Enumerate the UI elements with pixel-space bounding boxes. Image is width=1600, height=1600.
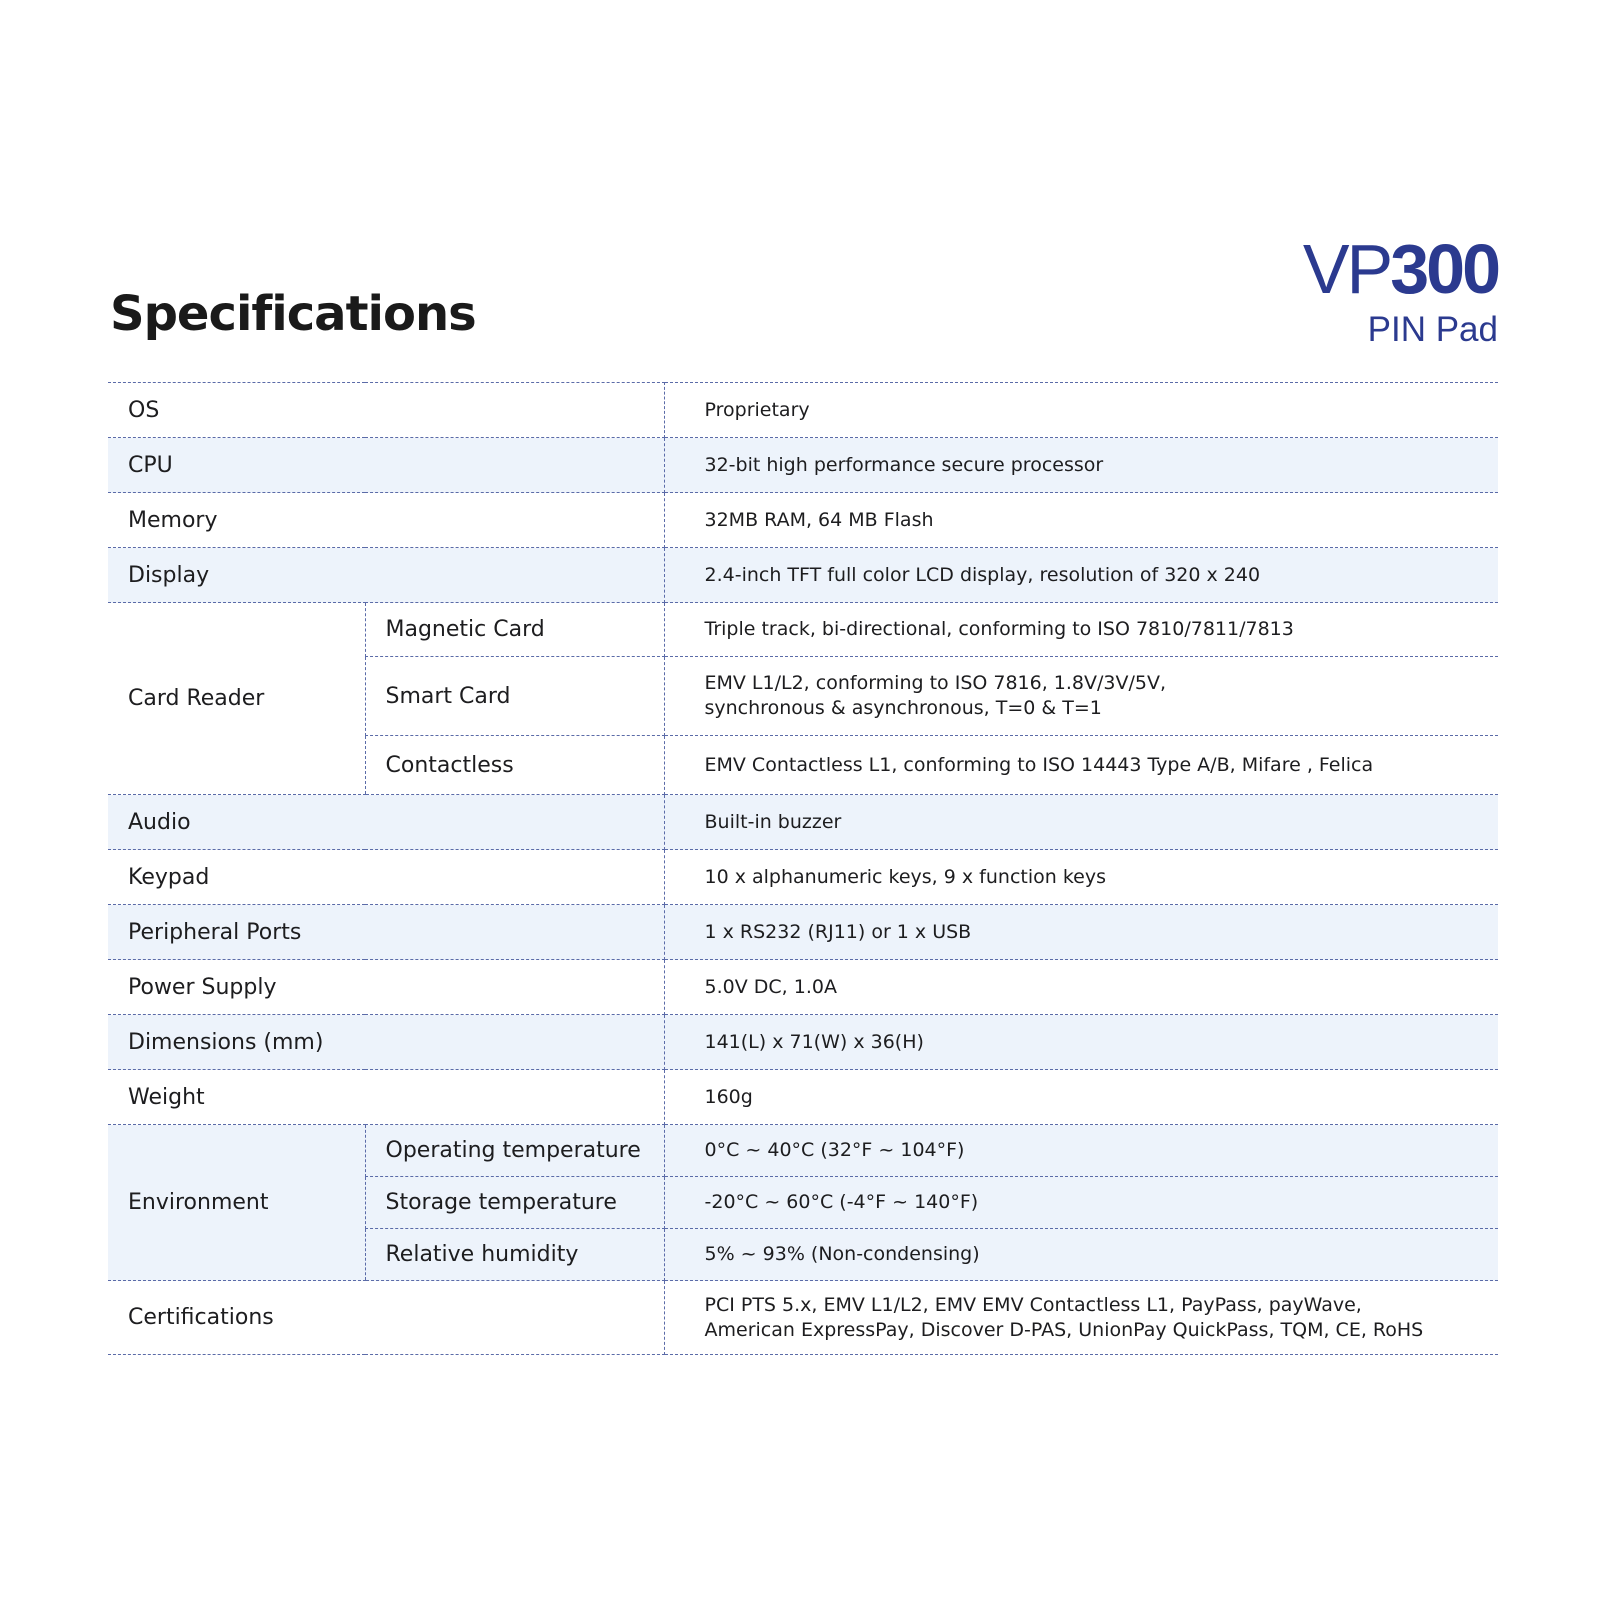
- spec-value: 10 x alphanumeric keys, 9 x function keys: [664, 850, 1498, 905]
- spec-value: 0°C ~ 40°C (32°F ~ 104°F): [664, 1125, 1498, 1177]
- spec-sublabel: Contactless: [365, 736, 664, 795]
- spec-label: Dimensions (mm): [108, 1015, 664, 1070]
- spec-row-peripheral-ports: [108, 905, 1498, 960]
- spec-row-display: [108, 548, 1498, 603]
- spec-row-audio: [108, 795, 1498, 850]
- spec-value-line: PCI PTS 5.x, EMV L1/L2, EMV EMV Contactless L1, PayPass, payWave,: [704, 1293, 1362, 1316]
- spec-value: Built-in buzzer: [664, 795, 1498, 850]
- spec-row-certifications: [108, 1281, 1498, 1355]
- spec-row-weight: [108, 1070, 1498, 1125]
- spec-label: Display: [108, 548, 664, 603]
- spec-row-dimensions: [108, 1015, 1498, 1070]
- spec-value-line: EMV L1/L2, conforming to ISO 7816, 1.8V/3V/5V,: [704, 672, 1167, 694]
- spec-value-line: American ExpressPay, Discover D-PAS, UnionPay QuickPass, TQM, CE, RoHS: [704, 1318, 1424, 1341]
- spec-value-multiline: [664, 1281, 1498, 1355]
- page-title: Specifications: [110, 286, 476, 342]
- spec-group-label: Card Reader: [108, 603, 365, 795]
- spec-row-power-supply: [108, 960, 1498, 1015]
- spec-row-memory: [108, 493, 1498, 548]
- spec-group-label: Environment: [108, 1125, 365, 1281]
- spec-value: 2.4-inch TFT full color LCD display, resolution of 320 x 240: [664, 548, 1498, 603]
- spec-value: EMV Contactless L1, conforming to ISO 14443 Type A/B, Mifare , Felica: [664, 736, 1498, 795]
- spec-value: Triple track, bi-directional, conforming to ISO 7810/7811/7813: [664, 603, 1498, 657]
- spec-sublabel: Magnetic Card: [365, 603, 664, 657]
- spec-label: Weight: [108, 1070, 664, 1125]
- product-model-prefix: VP: [1302, 230, 1391, 308]
- specifications-table: [108, 382, 1498, 1355]
- spec-label: CPU: [108, 438, 664, 493]
- spec-sublabel: Smart Card: [365, 657, 664, 736]
- spec-label: OS: [108, 383, 664, 438]
- spec-value: 32-bit high performance secure processor: [664, 438, 1498, 493]
- spec-label: Keypad: [108, 850, 664, 905]
- spec-value: Proprietary: [664, 383, 1498, 438]
- spec-row-environment: [108, 1125, 1498, 1177]
- brand-logo: [1302, 230, 1498, 349]
- spec-value: -20°C ~ 60°C (-4°F ~ 140°F): [664, 1177, 1498, 1229]
- spec-value: 32MB RAM, 64 MB Flash: [664, 493, 1498, 548]
- spec-row-cpu: [108, 438, 1498, 493]
- product-subtitle: PIN Pad: [1367, 310, 1498, 349]
- spec-value-multiline: [664, 657, 1498, 736]
- spec-sublabel: Relative humidity: [365, 1229, 664, 1281]
- spec-sublabel: Storage temperature: [365, 1177, 664, 1229]
- spec-row-keypad: [108, 850, 1498, 905]
- spec-value: 1 x RS232 (RJ11) or 1 x USB: [664, 905, 1498, 960]
- spec-value: 5% ~ 93% (Non-condensing): [664, 1229, 1498, 1281]
- spec-sublabel: Operating temperature: [365, 1125, 664, 1177]
- spec-label: Certifications: [108, 1281, 664, 1355]
- spec-label: Audio: [108, 795, 664, 850]
- spec-value: 5.0V DC, 1.0A: [664, 960, 1498, 1015]
- spec-label: Peripheral Ports: [108, 905, 664, 960]
- spec-label: Power Supply: [108, 960, 664, 1015]
- spec-label: Memory: [108, 493, 664, 548]
- spec-value-line: synchronous & asynchronous, T=0 & T=1: [704, 697, 1102, 719]
- spec-row-os: [108, 383, 1498, 438]
- spec-row-card-reader: [108, 603, 1498, 657]
- spec-value: 160g: [664, 1070, 1498, 1125]
- product-model: [1302, 230, 1498, 308]
- product-model-number: 300: [1390, 230, 1498, 308]
- spec-value: 141(L) x 71(W) x 36(H): [664, 1015, 1498, 1070]
